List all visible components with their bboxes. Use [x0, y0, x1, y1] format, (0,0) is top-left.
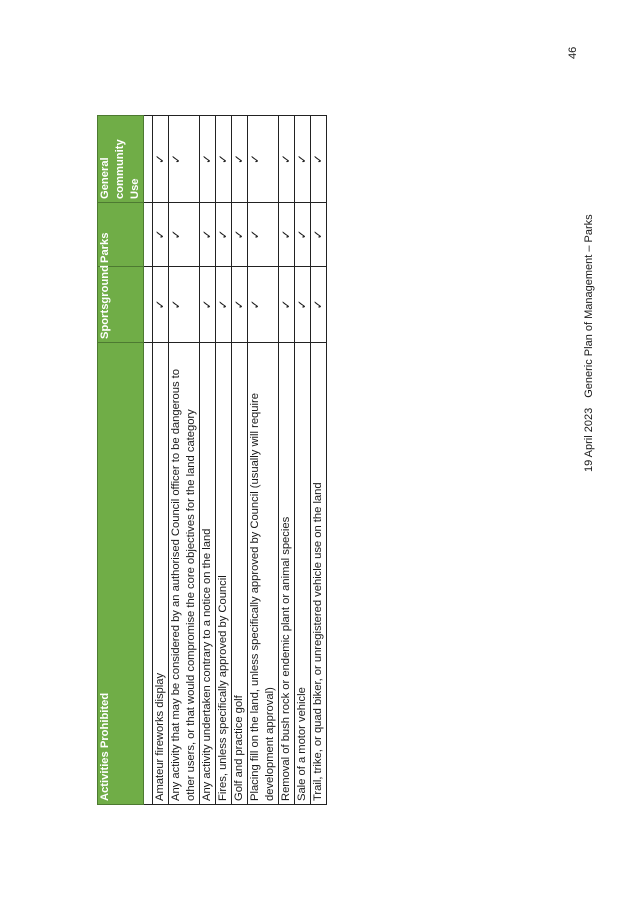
activity-cell: Removal of bush rock or endemic plant or animal species — [279, 343, 295, 805]
sportsground-check: ✓ — [248, 267, 279, 343]
parks-check: ✓ — [295, 203, 311, 267]
page-number: 46 — [567, 46, 579, 59]
table-row — [153, 116, 169, 805]
activity-cell: Trail, trike, or quad biker, or unregistered vehicle use on the land — [311, 343, 327, 805]
parks-check: ✓ — [153, 203, 169, 267]
table-row — [169, 116, 200, 805]
activity-cell: Amateur fireworks display — [153, 343, 169, 805]
sportsground-check: ✓ — [232, 267, 248, 343]
parks-check: ✓ — [200, 203, 216, 267]
table-row — [311, 116, 327, 805]
activity-cell: Fires, unless specifically approved by Council — [216, 343, 232, 805]
footer-document-title: Generic Plan of Management – Parks — [583, 214, 595, 398]
parks-check: ✓ — [232, 203, 248, 267]
table-row — [200, 116, 216, 805]
sportsground-check: ✓ — [279, 267, 295, 343]
sportsground-check: ✓ — [295, 267, 311, 343]
table-row — [248, 116, 279, 805]
general-check: ✓ — [153, 116, 169, 203]
sportsground-check: ✓ — [200, 267, 216, 343]
header-sportsground: Sportsground — [98, 267, 144, 343]
sportsground-check: ✓ — [169, 267, 200, 343]
activity-cell: Sale of a motor vehicle — [295, 343, 311, 805]
general-check: ✓ — [295, 116, 311, 203]
activity-cell: Placing fill on the land, unless specifically approved by Council (usually will require development approval) — [248, 343, 279, 805]
table-header-row — [98, 116, 144, 805]
table-row — [295, 116, 311, 805]
parks-check: ✓ — [311, 203, 327, 267]
parks-check: ✓ — [216, 203, 232, 267]
general-check: ✓ — [169, 116, 200, 203]
footer-date: 19 April 2023 — [583, 407, 595, 472]
parks-check: ✓ — [169, 203, 200, 267]
general-check: ✓ — [216, 116, 232, 203]
activity-cell: Golf and practice golf — [232, 343, 248, 805]
table-row — [232, 116, 248, 805]
activity-cell: Any activity undertaken contrary to a notice on the land — [200, 343, 216, 805]
page-footer — [583, 72, 595, 472]
general-check: ✓ — [248, 116, 279, 203]
activity-cell: Any activity that may be considered by an authorised Council officer to be dangerous to other users, or that would compromise the core objectives for the land category — [169, 343, 200, 805]
general-check: ✓ — [279, 116, 295, 203]
parks-check: ✓ — [248, 203, 279, 267]
sportsground-check: ✓ — [311, 267, 327, 343]
sportsground-check: ✓ — [216, 267, 232, 343]
header-parks: Parks — [98, 203, 144, 267]
table-spacer-row — [144, 116, 153, 805]
general-check: ✓ — [200, 116, 216, 203]
general-check: ✓ — [232, 116, 248, 203]
parks-check: ✓ — [279, 203, 295, 267]
general-check: ✓ — [311, 116, 327, 203]
prohibited-activities-table — [97, 115, 327, 805]
header-activities: Activities Prohibited — [98, 343, 144, 805]
table-row — [279, 116, 295, 805]
header-general-community-use: General community Use — [98, 116, 144, 203]
table-row — [216, 116, 232, 805]
sportsground-check: ✓ — [153, 267, 169, 343]
